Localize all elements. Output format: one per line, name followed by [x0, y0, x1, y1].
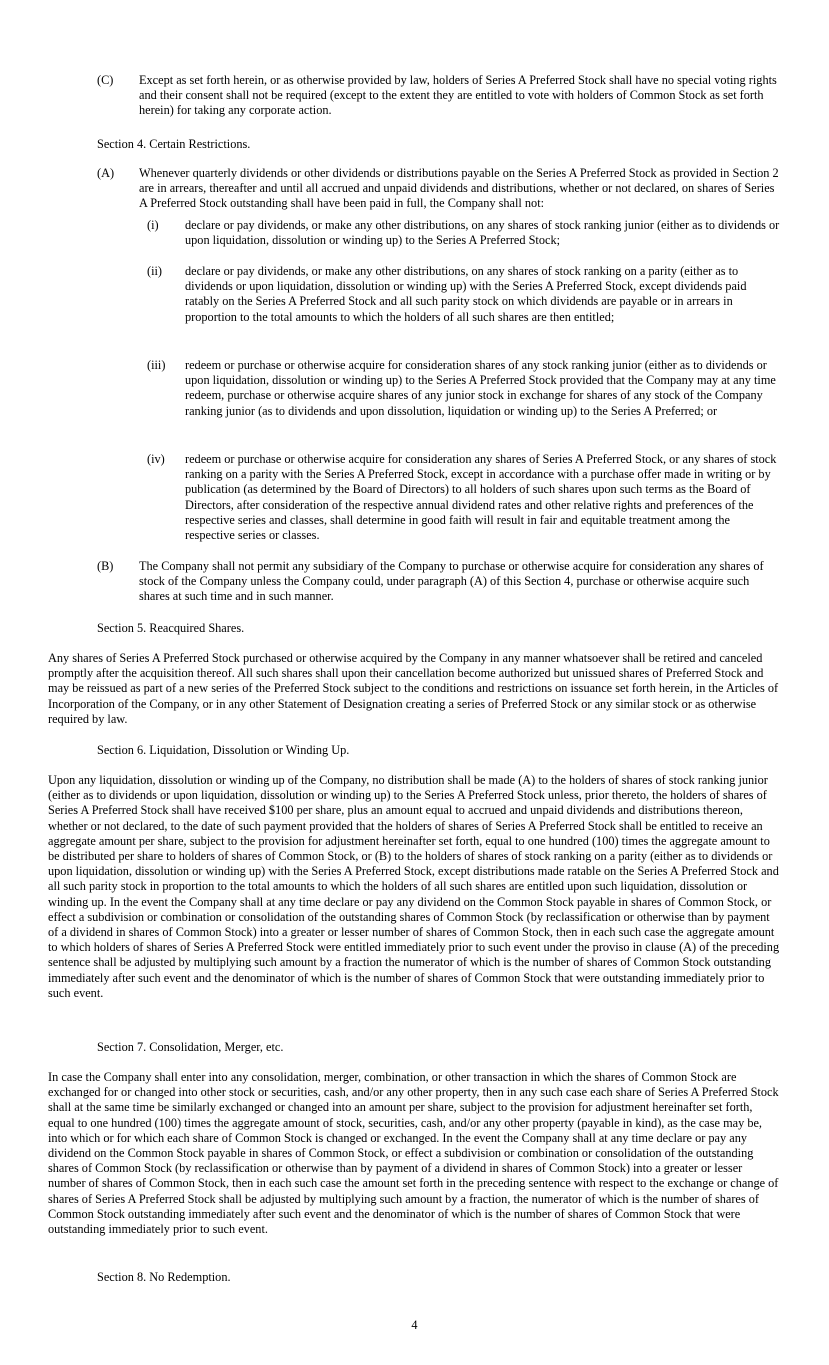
- section-4-heading: Section 4. Certain Restrictions.: [97, 137, 251, 151]
- subitem-label-i: (i): [147, 218, 159, 232]
- section-5-body: Any shares of Series A Preferred Stock purchased or otherwise acquired by the Company in any manner whatsoever shall be retired and canceled promptly after the acquisition thereof. All such shares shall upon their cancellation become authorized but unissued shares of Preferred Stock and may be reissued as part of a new series of the Preferred Stock subject to the conditions and restrictions on issuance set forth herein, in the Articles of Incorporation of the Company, or in any other Statement of Designation creating a series of Preferred Stock or any similar stock or as otherwise required by law.: [48, 651, 779, 726]
- section-7-heading: Section 7. Consolidation, Merger, etc.: [97, 1040, 284, 1054]
- item-text-a: Whenever quarterly dividends or other dividends or distributions payable on the Series A Preferred Stock as provided in Section 2 are in arrears, thereafter and until all accrued and unpaid dividends and distributions, whether or not declared, on shares of Series A Preferred Stock outstanding shall have been paid in full, the Company shall not:: [139, 166, 779, 211]
- item-text-b: The Company shall not permit any subsidiary of the Company to purchase or otherwise acquire for consideration any shares of stock of the Company unless the Company could, under paragraph (A) of this Section 4, purchase or otherwise acquire such shares at such time and in such manner.: [139, 559, 764, 604]
- section-8-heading: Section 8. No Redemption.: [97, 1270, 231, 1284]
- item-text-c: Except as set forth herein, or as otherwise provided by law, holders of Series A Preferred Stock shall have no special voting rights and their consent shall not be required (except to the extent they are entitled to vote with holders of Common Stock as set forth herein) for taking any corporate action.: [139, 73, 777, 118]
- section-6-body: Upon any liquidation, dissolution or winding up of the Company, no distribution shall be made (A) to the holders of shares of stock ranking junior (either as to dividends or upon liquidation, dissolution or winding up) to the Series A Preferred Stock unless, prior thereto, the holders of shares of Series A Preferred Stock shall have received $100 per share, plus an amount equal to accrued and unpaid dividends and distributions thereon, whether or not declared, to the date of such payment provided that the holders of shares of Series A Preferred Stock shall be entitled to receive an aggregate amount per share, subject to the provision for adjustment hereinafter set forth, equal to one hundred (100) times the aggregate amount to be distributed per share to holders of shares of Common Stock, or (B) to the holders of shares of stock ranking on a parity (either as to dividends or upon liquidation, dissolution or winding up) with the Series A Preferred Stock, except distributions made ratable on the Series A Preferred Stock and all such parity stock in proportion to the total amounts to which the holders of all such shares are entitled upon such liquidation, dissolution or winding up. In the event the Company shall at any time declare or pay any dividend on the Common Stock payable in shares of Common Stock, or effect a subdivision or combination or consolidation of the outstanding shares of Common Stock (by reclassification or otherwise than by payment of a dividend in shares of Common Stock) into a greater or lesser number of shares of Common Stock, then in each such case the aggregate amount to which holders of shares of Series A Preferred Stock were entitled immediately prior to such event under the proviso in clause (A) of the preceding sentence shall be adjusted by multiplying such amount by a fraction the numerator of which is the number of shares of Common Stock outstanding immediately after such event and the denominator of which is the number of shares of Common Stock that were outstanding immediately prior to such event.: [48, 773, 780, 1000]
- item-label-a: (A): [97, 166, 115, 180]
- section-5-heading: Section 5. Reacquired Shares.: [97, 621, 245, 635]
- subitem-label-iii: (iii): [147, 358, 166, 372]
- subitem-text-i: declare or pay dividends, or make any other distributions, on any shares of stock ranking junior (either as to dividends or upon liquidation, dissolution or winding up) to the Series A Preferred Stock;: [185, 218, 780, 248]
- section-6-heading: Section 6. Liquidation, Dissolution or Winding Up.: [97, 743, 350, 757]
- subitem-label-ii: (ii): [147, 264, 163, 278]
- subitem-text-iv: redeem or purchase or otherwise acquire for consideration any shares of Series A Preferred Stock, or any shares of stock ranking on a parity with the Series A Preferred Stock, except in accordance with a purchase offer made in writing or by publication (as determined by the Board of Directors) to all holders of such shares upon such terms as the Board of Directors, after consideration of the respective annual dividend rates and other relative rights and preferences of the respective series and classes, shall determine in good faith will result in fair and equitable treatment among the respective series or classes.: [185, 452, 777, 543]
- page-number: 4: [411, 1318, 418, 1332]
- subitem-text-ii: declare or pay dividends, or make any other distributions, on any shares of stock ranking on a parity (either as to dividends or upon liquidation, dissolution or winding up) with the Series A Preferred Stock, except dividends paid ratably on the Series A Preferred Stock and all such parity stock on which dividends are payable or in arrears in proportion to the total amounts to which the holders of all such shares are then entitled;: [185, 264, 747, 324]
- item-label-b: (B): [97, 559, 114, 573]
- item-label-c: (C): [97, 73, 114, 87]
- subitem-text-iii: redeem or purchase or otherwise acquire for consideration shares of any stock ranking junior (either as to dividends or upon liquidation, dissolution or winding up) to the Series A Preferred Stock provided that the Company may at any time redeem, purchase or otherwise acquire shares of any junior stock in exchange for shares of any stock of the Company ranking junior (as to dividends and upon dissolution, liquidation or winding up) to the Series A Preferred; or: [185, 358, 776, 418]
- section-7-body: In case the Company shall enter into any consolidation, merger, combination, or other transaction in which the shares of Common Stock are exchanged for or changed into other stock or securities, cash, and/or any other property, then in any such case each share of Series A Preferred Stock shall at the same time be similarly exchanged or changed into an amount per share, subject to the provision for adjustment hereinafter set forth, equal to one hundred (100) times the aggregate amount of stock, securities, cash, and/or any other property (payable in kind), as the case may be, into which or for which each share of Common Stock is changed or exchanged. In the event the Company shall at any time declare or pay any dividend on the Common Stock payable in shares of Common Stock, or effect a subdivision or combination or consolidation of the outstanding shares of Common Stock (by reclassification or otherwise than by payment of a dividend in shares of Common Stock) into a greater or lesser number of shares of Common Stock, then in each such case the amount set forth in the preceding sentence with respect to the exchange or change of shares of Series A Preferred Stock shall be adjusted by multiplying such amount by a fraction, the numerator of which is the number of shares of Common Stock outstanding immediately after such event and the denominator of which is the number of shares of Common Stock that were outstanding immediately prior to such event.: [48, 1070, 779, 1237]
- subitem-label-iv: (iv): [147, 452, 165, 466]
